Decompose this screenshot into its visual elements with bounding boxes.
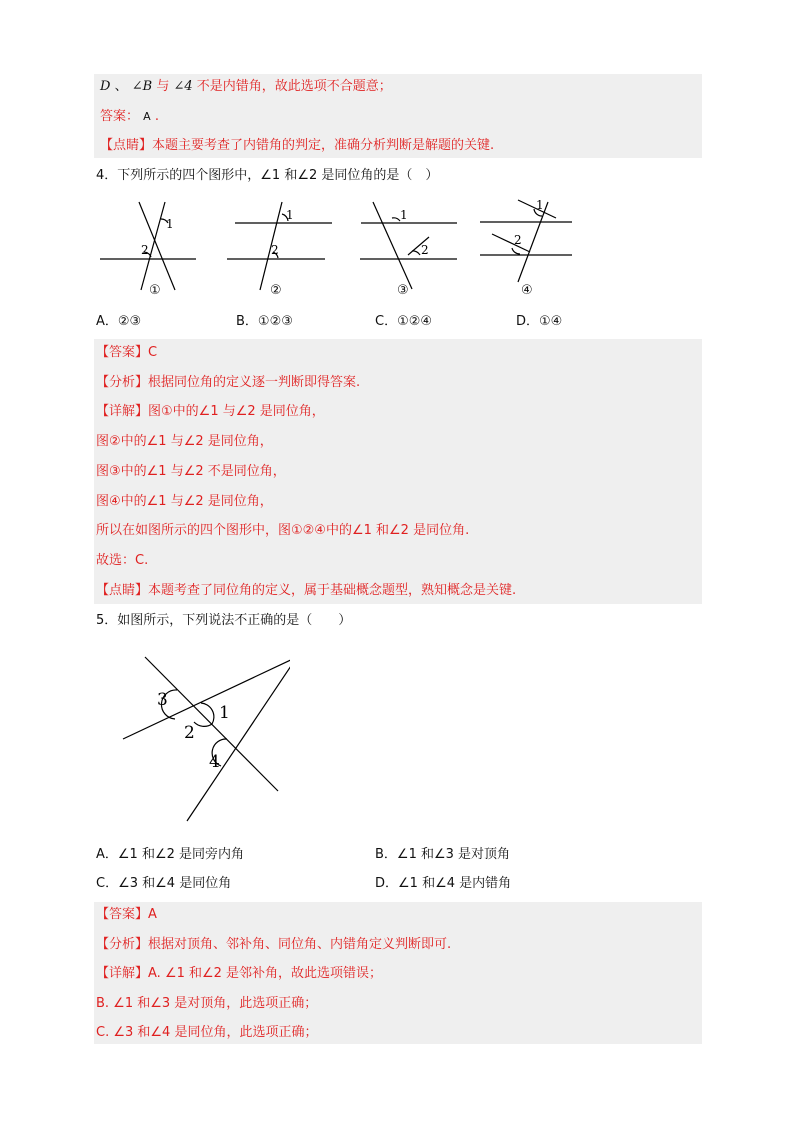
q5-option-c: C．∠3 和∠4 是同位角 <box>96 876 232 891</box>
q5-detail-line-1 <box>96 965 382 983</box>
q4-detail-line-1 <box>96 403 325 421</box>
dianjing-tag: 【点睛】 <box>96 583 149 598</box>
letter-d: D <box>100 79 111 94</box>
q5-label-1: 1 <box>219 703 230 723</box>
detail-tag: 【详解】 <box>96 966 149 981</box>
q4-option-c: C．①②④ <box>375 314 433 329</box>
q5-detail-line-3: C. ∠3 和∠4 是同位角，此选项正确； <box>96 1025 318 1040</box>
q5-option-b: B．∠1 和∠3 是对顶角 <box>375 847 511 862</box>
q4-option-a: A．②③ <box>96 314 142 329</box>
answer-value: A <box>143 110 151 123</box>
svg-text:2: 2 <box>514 233 522 247</box>
q5-stem: 5．如图所示，下列说法不正确的是（ ） <box>96 613 352 628</box>
analysis-text: 根据同位角的定义逐一判断即得答案. <box>148 375 361 390</box>
angle-4: ∠4 <box>173 79 193 94</box>
q5-option-a: A．∠1 和∠2 是同旁内角 <box>96 847 245 862</box>
q5-answer <box>96 906 157 924</box>
answer-value: C <box>148 345 158 360</box>
q5-detail-line-2: B. ∠1 和∠3 是对顶角，此选项正确； <box>96 996 318 1011</box>
answer-value: A <box>148 907 157 922</box>
svg-text:2: 2 <box>271 243 279 257</box>
yu-text: 与 <box>156 79 170 94</box>
analysis-text: 根据对顶角、邻补角、同位角、内错角定义判断即可. <box>148 937 452 952</box>
q4-caption-1: ① <box>149 283 161 298</box>
q4-stem: 4．下列所示的四个图形中，∠1 和∠2 是同位角的是（ ） <box>96 168 439 183</box>
q3-dianjing-line <box>100 137 494 155</box>
dianjing-text: 本题主要考查了内错角的判定，准确分析判断是解题的关键. <box>152 138 495 153</box>
answer-tag: 【答案】 <box>96 345 149 360</box>
q4-detail-line-6: 故选：C. <box>96 553 149 568</box>
q4-analysis <box>96 374 360 392</box>
q5-analysis <box>96 936 451 954</box>
q4-detail-line-2: 图②中的∠1 与∠2 是同位角， <box>96 434 273 449</box>
q5-option-d: D．∠1 和∠4 是内错角 <box>375 876 512 891</box>
detail-tag: 【详解】 <box>96 404 149 419</box>
q4-caption-3: ③ <box>397 283 409 298</box>
q4-figure-2 <box>227 202 332 290</box>
svg-text:1: 1 <box>400 208 408 222</box>
q4-detail-line-5: 所以在如图所示的四个图形中，图①②④中的∠1 和∠2 是同位角. <box>96 523 470 538</box>
q4-detail-line-4: 图④中的∠1 与∠2 是同位角， <box>96 494 273 509</box>
detail-text: 图①中的∠1 与∠2 是同位角， <box>148 404 325 419</box>
q3-option-d-line <box>100 78 392 96</box>
analysis-tag: 【分析】 <box>96 375 149 390</box>
q3-answer-line <box>100 108 159 126</box>
svg-text:2: 2 <box>141 243 149 257</box>
q4-answer <box>96 344 157 362</box>
q4-dianjing <box>96 582 516 600</box>
q4-figures <box>90 192 590 302</box>
q5-label-2: 2 <box>184 723 195 743</box>
analysis-tag: 【分析】 <box>96 937 149 952</box>
dianjing-tag: 【点睛】 <box>100 138 153 153</box>
q4-detail-line-3: 图③中的∠1 与∠2 不是同位角， <box>96 464 286 479</box>
answer-prefix: 答案： <box>100 109 140 124</box>
svg-text:1: 1 <box>166 217 174 231</box>
svg-text:1: 1 <box>286 208 294 222</box>
dianjing-text: 本题考查了同位角的定义，属于基础概念题型，熟知概念是关键. <box>148 583 517 598</box>
q5-figure <box>110 645 290 830</box>
answer-tag: 【答案】 <box>96 907 149 922</box>
q4-option-b: B．①②③ <box>236 314 293 329</box>
q4-figure-3 <box>360 202 457 289</box>
q4-figure-4 <box>480 200 572 282</box>
q4-caption-4: ④ <box>521 283 533 298</box>
q4-option-d: D．①④ <box>516 314 563 329</box>
q4-caption-2: ② <box>270 283 282 298</box>
q5-label-3: 3 <box>157 690 168 710</box>
detail-text: A. ∠1 和∠2 是邻补角，故此选项错误； <box>148 966 383 981</box>
separator: 、 <box>114 79 128 94</box>
q5-label-4: 4 <box>209 752 220 772</box>
line1-text: 不是内错角，故此选项不合题意； <box>196 79 392 94</box>
answer-suffix: . <box>154 109 159 124</box>
svg-text:2: 2 <box>421 243 429 257</box>
svg-text:1: 1 <box>536 198 544 212</box>
angle-b: ∠B <box>131 79 153 94</box>
